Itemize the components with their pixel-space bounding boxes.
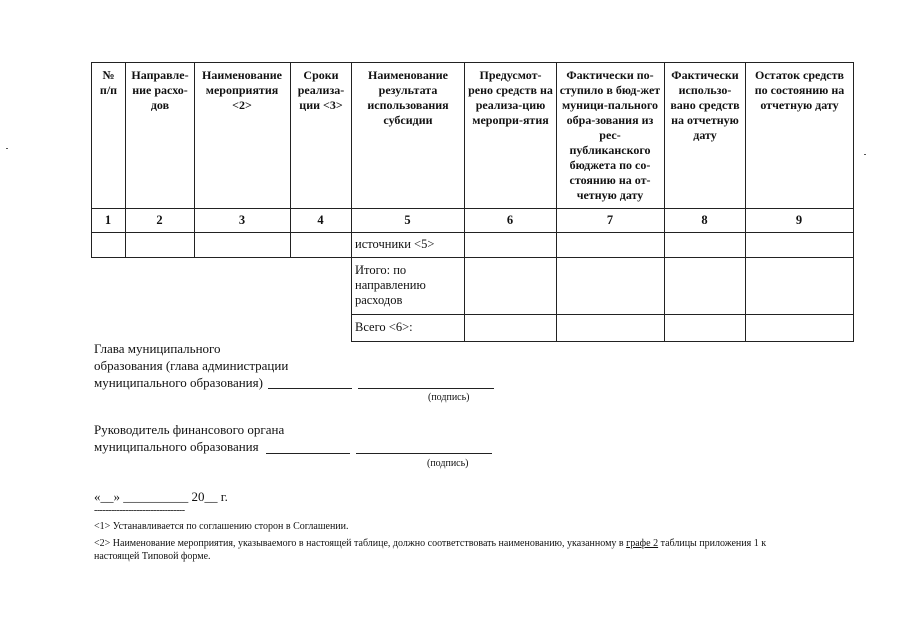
head-signature-label-line1: Глава муниципального: [94, 341, 221, 356]
column-number: 8: [701, 213, 708, 227]
header-number: № п/п: [99, 68, 118, 97]
column-number: 7: [606, 213, 614, 227]
column-number: 5: [404, 213, 411, 227]
header-received-funds: Фактически по-ступило в бюд-жет муници-пального обра-зования из рес-публиканского бюджета по со-стоянию на от-четную дату: [559, 68, 661, 202]
table-border: [664, 62, 665, 342]
column-number: 6: [506, 213, 514, 227]
scan-speck: [6, 148, 8, 149]
table-border: [91, 62, 92, 258]
head-name-field[interactable]: [358, 388, 494, 389]
header-terms: Сроки реализа-ции <3>: [297, 68, 345, 112]
table-border: [351, 62, 352, 342]
column-number: 3: [238, 213, 246, 227]
row-grand-total-label: Всего <6>:: [355, 320, 413, 334]
head-signature-caption: (подпись): [428, 392, 470, 403]
header-remaining-funds: Остаток средств по состоянию на отчетную дату: [754, 68, 845, 112]
finance-signature-caption: (подпись): [427, 458, 469, 469]
header-event-name: Наименование мероприятия <2>: [202, 68, 282, 112]
scan-speck: [864, 154, 866, 155]
column-number: 4: [317, 213, 324, 227]
column-number: 9: [795, 213, 803, 227]
finance-signature-label-line1: Руководитель финансового органа: [94, 422, 285, 437]
finance-signature-field[interactable]: [266, 453, 350, 454]
table-border: [125, 62, 126, 258]
footnote-separator: --------------------------------: [94, 505, 185, 516]
footnote-2-text: <2> Наименование мероприятия, указываемого в настоящей таблице, должно соответствовать наименованию, указанному в: [94, 538, 627, 549]
footnote-2-text-end: таблицы приложения 1 к: [658, 538, 767, 549]
head-signature-label-line3: муниципального образования): [94, 375, 263, 390]
table-border: [853, 62, 854, 342]
head-signature-field[interactable]: [268, 388, 352, 389]
column-number: 2: [156, 213, 163, 227]
date-line: «__» __________ 20__ г.: [94, 489, 228, 504]
table-border: [91, 62, 854, 63]
table-border: [745, 62, 746, 342]
header-planned-funds: Предусмот-рено средств на реализа-цию меропри-ятия: [468, 68, 553, 127]
footnote-2-link[interactable]: графе 2: [626, 538, 659, 549]
row-total-direction-label: Итого: по направлению расходов: [355, 263, 426, 307]
footnote-2-continuation: настоящей Типовой форме.: [94, 551, 211, 562]
table-border: [290, 62, 291, 258]
footnote-2: [94, 537, 854, 551]
column-number: 1: [104, 213, 112, 227]
head-signature-label-line2: образования (глава администрации: [94, 358, 289, 373]
header-used-funds: Фактически использо-вано средств на отчетную дату: [670, 68, 740, 142]
table-border: [464, 62, 465, 342]
table-border: [91, 232, 854, 233]
table-border: [351, 341, 854, 342]
header-result-name: Наименование результата использования субсидии: [367, 68, 449, 127]
table-border: [556, 62, 557, 342]
table-border: [351, 314, 854, 315]
table-border: [91, 208, 854, 209]
finance-signature-label-line2: муниципального образования: [94, 439, 259, 454]
row-sources-label: источники <5>: [355, 237, 435, 251]
finance-name-field[interactable]: [356, 453, 492, 454]
table-border: [91, 257, 854, 258]
header-direction: Направле-ние расхо-дов: [131, 68, 189, 112]
table-border: [194, 62, 195, 258]
footnote-1: <1> Устанавливается по соглашению сторон в Соглашении.: [94, 521, 349, 532]
